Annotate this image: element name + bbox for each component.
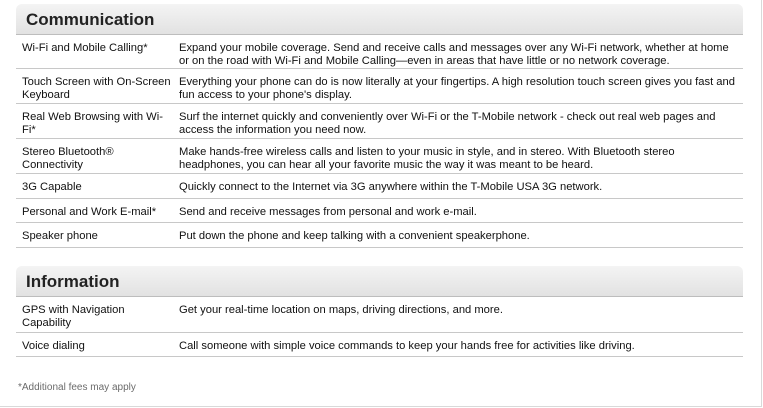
feature-name: GPS with Navigation Capability: [22, 304, 125, 329]
table-row: [16, 139, 743, 174]
feature-description: Quickly connect to the Internet via 3G anywhere within the T-Mobile USA 3G network.: [179, 181, 603, 193]
feature-name: Voice dialing: [22, 340, 85, 352]
communication-section: [16, 4, 743, 248]
feature-name: Real Web Browsing with Wi-Fi*: [22, 111, 163, 136]
feature-description: Put down the phone and keep talking with a convenient speakerphone.: [179, 230, 530, 242]
table-row: [16, 174, 743, 199]
table-row: [16, 297, 743, 333]
footnote: *Additional fees may apply: [18, 382, 136, 393]
feature-name: Stereo Bluetooth® Connectivity: [22, 146, 114, 171]
table-row: [16, 333, 743, 357]
feature-name: Touch Screen with On-Screen Keyboard: [22, 76, 171, 101]
table-row: [16, 69, 743, 104]
information-section: [16, 266, 743, 357]
table-row: [16, 199, 743, 223]
feature-description: Expand your mobile coverage. Send and receive calls and messages over any Wi-Fi network, whether at home or on the road with Wi-Fi and Mobile Calling—even in areas that have little or no network coverage.: [179, 42, 729, 67]
communication-heading: Communication: [16, 4, 743, 35]
feature-description: Make hands-free wireless calls and listen to your music in style, and in stereo. With Bluetooth stereo headphones, you can hear all your favorite music the way it was meant to be heard.: [179, 146, 675, 171]
feature-description: Everything your phone can do is now literally at your fingertips. A high resolution touch screen gives you fast and fun access to your phone's display.: [179, 76, 735, 101]
table-row: [16, 104, 743, 139]
table-row: [16, 35, 743, 69]
feature-name: 3G Capable: [22, 181, 82, 193]
feature-name: Speaker phone: [22, 230, 98, 242]
table-row: [16, 223, 743, 248]
information-heading: Information: [16, 266, 743, 297]
feature-description: Get your real-time location on maps, driving directions, and more.: [179, 304, 503, 316]
feature-description: Call someone with simple voice commands to keep your hands free for activities like driving.: [179, 340, 635, 352]
feature-description: Send and receive messages from personal and work e-mail.: [179, 206, 477, 218]
feature-name: Wi-Fi and Mobile Calling*: [22, 42, 148, 54]
feature-name: Personal and Work E-mail*: [22, 206, 157, 218]
feature-description: Surf the internet quickly and conveniently over Wi-Fi or the T-Mobile network - check out real web pages and access the information you need now.: [179, 111, 716, 136]
